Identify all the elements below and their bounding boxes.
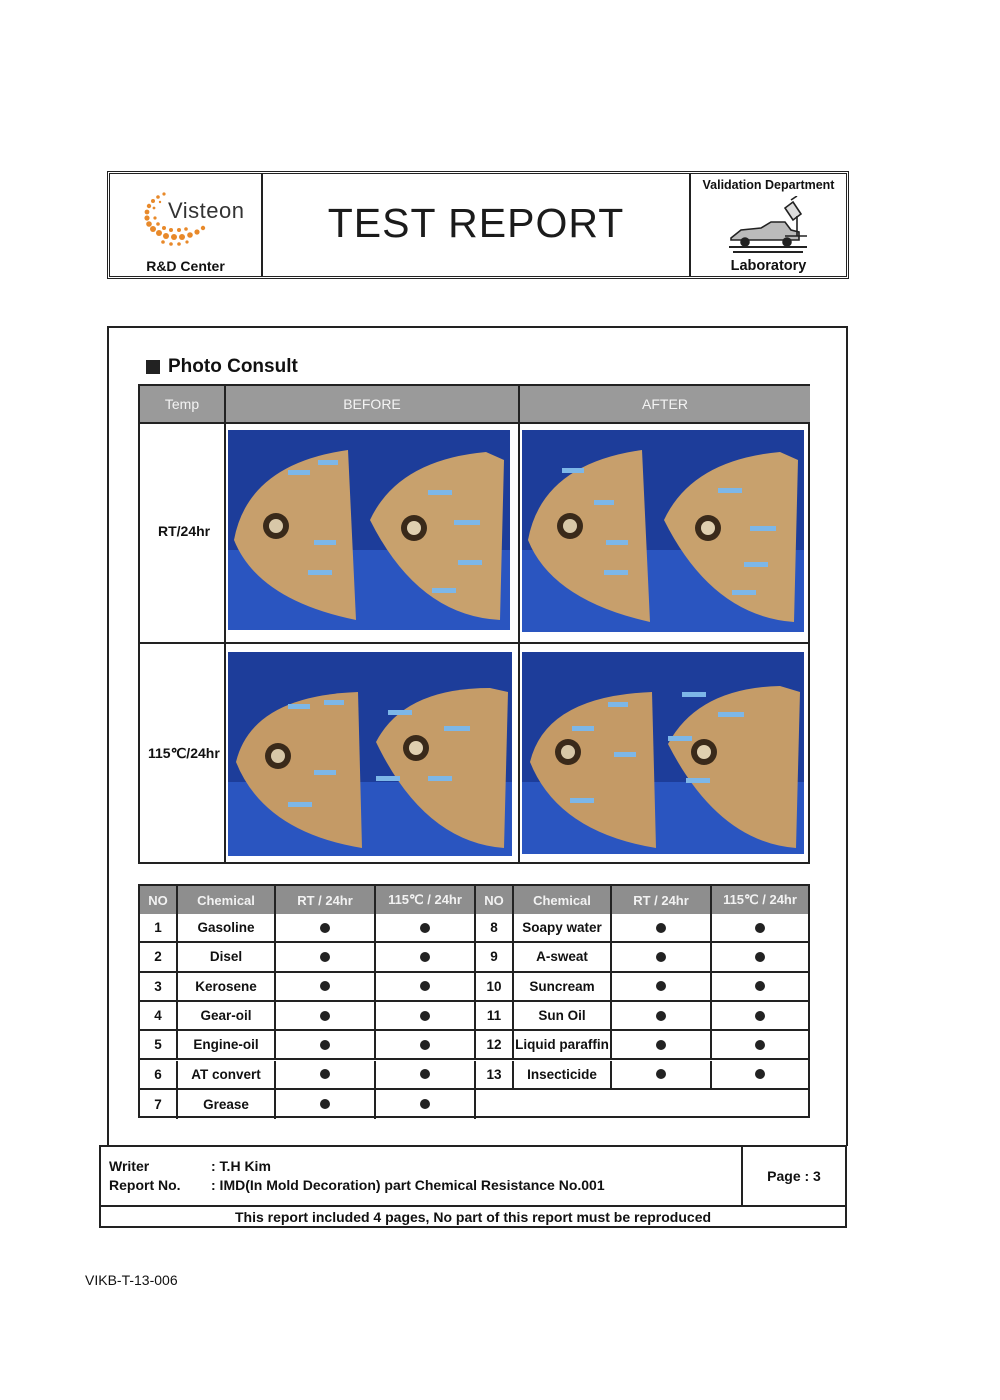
result-dot-icon [755, 923, 765, 933]
result-rt [612, 1061, 712, 1090]
chemical-name: Gasoline [178, 914, 276, 943]
chemical-name: Disel [178, 943, 276, 972]
result-dot-icon [755, 981, 765, 991]
result-rt [276, 1002, 376, 1031]
row-number: 7 [140, 1090, 178, 1119]
chemical-name: AT convert [178, 1061, 276, 1090]
row-number: 12 [476, 1031, 514, 1060]
photo-table [138, 384, 810, 864]
row-number: 6 [140, 1061, 178, 1090]
section-title: Photo Consult [168, 356, 298, 377]
result-dot-icon [320, 1011, 330, 1021]
header-temp: Temp [140, 386, 224, 422]
result-115 [712, 973, 808, 1002]
header-after: AFTER [520, 386, 810, 422]
result-dot-icon [320, 952, 330, 962]
result-dot-icon [420, 1040, 430, 1050]
lab-department: Validation Department [702, 178, 835, 192]
result-dot-icon [320, 923, 330, 933]
writer-label: Writer [109, 1158, 150, 1174]
car-microscope-icon [727, 196, 811, 256]
column-header: 115℃ / 24hr [712, 886, 808, 914]
section-heading [146, 356, 298, 378]
chemical-table [138, 884, 810, 1118]
result-115 [712, 1031, 808, 1060]
result-rt [276, 914, 376, 943]
result-rt [276, 1031, 376, 1060]
photo-115-after [522, 652, 804, 854]
result-dot-icon [320, 981, 330, 991]
lab-cell [691, 174, 846, 276]
title-cell [263, 174, 691, 276]
chemical-name: Grease [178, 1090, 276, 1119]
column-header: Chemical [178, 886, 276, 914]
result-dot-icon [755, 952, 765, 962]
chemical-name: Insecticide [514, 1061, 612, 1090]
result-dot-icon [420, 923, 430, 933]
row-number: 10 [476, 973, 514, 1002]
chemical-name: A-sweat [514, 943, 612, 972]
result-dot-icon [656, 923, 666, 933]
report-title: TEST REPORT [327, 200, 625, 246]
result-dot-icon [320, 1069, 330, 1079]
column-header: RT / 24hr [276, 886, 376, 914]
result-115 [376, 914, 476, 943]
document-id: VIKB-T-13-006 [85, 1272, 178, 1288]
column-header: NO [476, 886, 514, 914]
result-rt [612, 1031, 712, 1060]
page-number: Page : 3 [741, 1147, 845, 1205]
result-dot-icon [320, 1099, 330, 1109]
row-number: 4 [140, 1002, 178, 1031]
result-dot-icon [755, 1069, 765, 1079]
result-115 [376, 1002, 476, 1031]
logo-cell [110, 174, 263, 276]
result-dot-icon [755, 1011, 765, 1021]
result-rt [612, 943, 712, 972]
row-number: 3 [140, 973, 178, 1002]
report-header [107, 171, 849, 279]
chemical-name: Sun Oil [514, 1002, 612, 1031]
row-number: 5 [140, 1031, 178, 1060]
row-number: 9 [476, 943, 514, 972]
report-no-value: : IMD(In Mold Decoration) part Chemical Resistance No.001 [211, 1177, 605, 1193]
row-number: 8 [476, 914, 514, 943]
square-bullet-icon [146, 360, 160, 374]
result-dot-icon [420, 952, 430, 962]
result-115 [376, 1031, 476, 1060]
writer-value: : T.H Kim [211, 1158, 271, 1174]
result-115 [376, 1061, 476, 1090]
column-header: 115℃ / 24hr [376, 886, 476, 914]
result-rt [276, 1061, 376, 1090]
chemical-name: Kerosene [178, 973, 276, 1002]
result-115 [712, 943, 808, 972]
photo-rt-before [228, 430, 510, 630]
result-rt [276, 943, 376, 972]
chemical-name: Engine-oil [178, 1031, 276, 1060]
result-dot-icon [656, 1040, 666, 1050]
chemical-name: Soapy water [514, 914, 612, 943]
row-number: 1 [140, 914, 178, 943]
result-dot-icon [420, 1069, 430, 1079]
row-label-rt: RT/24hr [158, 523, 211, 539]
result-rt [612, 914, 712, 943]
result-115 [376, 973, 476, 1002]
photo-115-before [228, 652, 512, 856]
result-rt [612, 1002, 712, 1031]
result-dot-icon [320, 1040, 330, 1050]
result-rt [612, 973, 712, 1002]
result-dot-icon [755, 1040, 765, 1050]
result-dot-icon [656, 1011, 666, 1021]
logo-subtitle: R&D Center [146, 258, 225, 274]
copyright-note: This report included 4 pages, No part of this report must be reproduced [234, 1209, 712, 1225]
result-115 [712, 1002, 808, 1031]
result-dot-icon [420, 1099, 430, 1109]
report-no-label: Report No. [109, 1177, 181, 1193]
column-header: RT / 24hr [612, 886, 712, 914]
result-dot-icon [656, 952, 666, 962]
result-rt [276, 973, 376, 1002]
lab-name: Laboratory [730, 258, 807, 274]
chemical-name: Liquid paraffin [514, 1031, 612, 1060]
report-footer [99, 1145, 847, 1228]
chemical-name: Gear-oil [178, 1002, 276, 1031]
photo-rt-after [522, 430, 804, 632]
column-header: Chemical [514, 886, 612, 914]
header-before: BEFORE [226, 386, 518, 422]
row-number: 2 [140, 943, 178, 972]
result-115 [376, 943, 476, 972]
result-dot-icon [656, 981, 666, 991]
chemical-name: Suncream [514, 973, 612, 1002]
row-label-115: 115℃/24hr [148, 745, 220, 761]
result-115 [712, 914, 808, 943]
row-number: 11 [476, 1002, 514, 1031]
result-dot-icon [420, 1011, 430, 1021]
result-dot-icon [656, 1069, 666, 1079]
result-115 [376, 1090, 476, 1119]
result-115 [712, 1061, 808, 1090]
row-number: 13 [476, 1061, 514, 1090]
result-rt [276, 1090, 376, 1119]
logo-brand: Visteon [168, 198, 245, 223]
column-header: NO [140, 886, 178, 914]
result-dot-icon [420, 981, 430, 991]
